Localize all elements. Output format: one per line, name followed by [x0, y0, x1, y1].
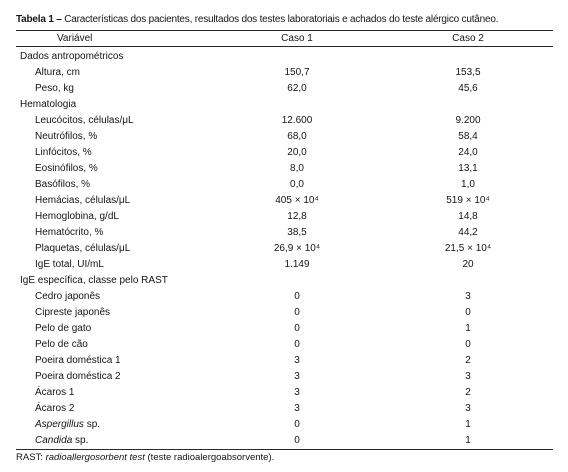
caso-1-value: 1.149 — [284, 259, 310, 270]
results-table — [16, 30, 553, 450]
caso-2-value: 0 — [465, 307, 471, 318]
variable-label-text: Poeira doméstica 1 — [35, 355, 121, 366]
table-row — [16, 337, 553, 353]
footnote-term: radioallergosorbent test — [45, 452, 145, 463]
table-row — [16, 81, 553, 97]
caso-2-value: 44,2 — [458, 227, 478, 238]
variable-label-text: Ácaros 2 — [35, 403, 75, 414]
variable-label — [16, 433, 211, 449]
variable-label — [16, 305, 211, 321]
table-row — [16, 177, 553, 193]
section-title: IgE específica, classe pelo RAST — [20, 275, 168, 286]
caso-1-value: 3 — [294, 355, 300, 366]
variable-label — [16, 289, 211, 305]
variable-label — [16, 337, 211, 353]
header-case-1: Caso 1 — [281, 33, 313, 44]
variable-label — [16, 321, 211, 337]
variable-label-italic: Aspergillus — [35, 419, 84, 430]
variable-label — [16, 369, 211, 385]
caso-1-value: 150,7 — [284, 67, 310, 78]
variable-label — [16, 401, 211, 417]
variable-label-text: Altura, cm — [35, 67, 81, 78]
caso-1-value: 26,9 × 10⁴ — [273, 243, 321, 254]
table-row — [16, 433, 553, 449]
variable-label — [16, 193, 211, 209]
variable-label-text: Plaquetas, células/μL — [35, 243, 131, 254]
table-footnote — [16, 451, 274, 465]
caso-1-value: 0 — [294, 291, 300, 302]
variable-label-text: sp. — [86, 419, 101, 430]
caso-1-value: 0 — [294, 339, 300, 350]
variable-label — [16, 209, 211, 225]
variable-label-text: Ácaros 1 — [35, 387, 75, 398]
variable-label — [16, 385, 211, 401]
caso-2-value: 3 — [465, 291, 471, 302]
footnote-translation: (teste radioalergoabsorvente). — [147, 452, 275, 463]
caso-1-value: 0 — [294, 419, 300, 430]
variable-label — [16, 417, 211, 433]
variable-label-text: Peso, kg — [35, 83, 74, 94]
caso-1-value: 0 — [294, 307, 300, 318]
table-row — [16, 369, 553, 385]
table-row — [16, 289, 553, 305]
variable-label-text: Linfócitos, % — [35, 147, 92, 158]
variable-label-text: Neutrófilos, % — [35, 131, 98, 142]
caso-2-value: 45,6 — [458, 83, 478, 94]
caso-2-value: 9.200 — [455, 115, 481, 126]
table-row — [16, 305, 553, 321]
table-row — [16, 417, 553, 433]
footnote-abbreviation: RAST: — [16, 452, 43, 463]
caso-1-value: 38,5 — [287, 227, 307, 238]
table-number: Tabela 1 – — [16, 14, 62, 25]
caso-2-value: 58,4 — [458, 131, 478, 142]
caso-2-value: 519 × 10⁴ — [446, 195, 490, 206]
caso-1-value: 12.600 — [281, 115, 313, 126]
variable-label — [16, 177, 211, 193]
table-row — [16, 257, 553, 273]
variable-label-text: Hemoglobina, g/dL — [35, 211, 119, 222]
variable-label — [16, 129, 211, 145]
table-caption — [16, 13, 556, 27]
caso-2-value: 20 — [462, 259, 474, 270]
header-case-2: Caso 2 — [452, 33, 484, 44]
table-row — [16, 193, 553, 209]
caso-2-value: 0 — [465, 339, 471, 350]
variable-label-text: Basófilos, % — [35, 179, 91, 190]
caso-1-value: 68,0 — [287, 131, 307, 142]
table-row — [16, 113, 553, 129]
caso-1-value: 0 — [294, 435, 300, 446]
variable-label — [16, 145, 211, 161]
variable-label-text: Hemácias, células/μL — [35, 195, 131, 206]
variable-label — [16, 225, 211, 241]
section-header-row — [16, 49, 553, 65]
table-row — [16, 385, 553, 401]
variable-label-text: Eosinófilos, % — [35, 163, 98, 174]
table-row — [16, 65, 553, 81]
caso-1-value: 0,0 — [290, 179, 304, 190]
caso-2-value: 1 — [465, 435, 471, 446]
caso-2-value: 153,5 — [455, 67, 481, 78]
caso-1-value: 0 — [294, 323, 300, 334]
caso-2-value: 13,1 — [458, 163, 478, 174]
variable-label — [16, 65, 211, 81]
caso-2-value: 2 — [465, 355, 471, 366]
caso-2-value: 1,0 — [461, 179, 475, 190]
table-body — [16, 47, 553, 450]
caso-1-value: 20,0 — [287, 147, 307, 158]
variable-label-text: Cedro japonês — [35, 291, 101, 302]
variable-label — [16, 161, 211, 177]
variable-label-text: Hematócrito, % — [35, 227, 104, 238]
variable-label-text: Leucócitos, células/μL — [35, 115, 134, 126]
caso-2-value: 1 — [465, 419, 471, 430]
section-title: Dados antropométricos — [20, 51, 124, 62]
caso-1-value: 405 × 10⁴ — [275, 195, 319, 206]
caso-1-value: 3 — [294, 387, 300, 398]
caso-2-value: 3 — [465, 403, 471, 414]
table-row — [16, 321, 553, 337]
table-row — [16, 241, 553, 257]
section-header-row — [16, 273, 553, 289]
table-header-row — [16, 30, 553, 47]
table-row — [16, 129, 553, 145]
header-variable: Variável — [57, 33, 93, 44]
table-row — [16, 401, 553, 417]
table-row — [16, 209, 553, 225]
variable-label-text: sp. — [75, 435, 89, 446]
variable-label — [16, 113, 211, 129]
caso-1-value: 62,0 — [287, 83, 307, 94]
caso-2-value: 21,5 × 10⁴ — [444, 243, 492, 254]
caso-1-value: 3 — [294, 403, 300, 414]
table-row — [16, 225, 553, 241]
caso-1-value: 8,0 — [290, 163, 304, 174]
variable-label-text: Pelo de gato — [35, 323, 92, 334]
variable-label-text: Poeira doméstica 2 — [35, 371, 121, 382]
variable-label — [16, 81, 211, 97]
table-row — [16, 161, 553, 177]
caso-2-value: 2 — [465, 387, 471, 398]
variable-label — [16, 241, 211, 257]
caso-2-value: 1 — [465, 323, 471, 334]
table-row — [16, 353, 553, 369]
variable-label — [16, 353, 211, 369]
variable-label-text: Cipreste japonês — [35, 307, 111, 318]
table-title: Características dos pacientes, resultados dos testes laboratoriais e achados do teste alérgico cutâneo. — [64, 14, 499, 25]
caso-2-value: 24,0 — [458, 147, 478, 158]
caso-2-value: 14,8 — [458, 211, 478, 222]
table-row — [16, 145, 553, 161]
variable-label-text: IgE total, UI/mL — [35, 259, 104, 270]
variable-label-text: Pelo de cão — [35, 339, 88, 350]
section-header-row — [16, 97, 553, 113]
variable-label — [16, 257, 211, 273]
caso-1-value: 12,8 — [287, 211, 307, 222]
caso-2-value: 3 — [465, 371, 471, 382]
variable-label-italic: Candida — [35, 435, 73, 446]
section-title: Hematologia — [20, 99, 77, 110]
caso-1-value: 3 — [294, 371, 300, 382]
